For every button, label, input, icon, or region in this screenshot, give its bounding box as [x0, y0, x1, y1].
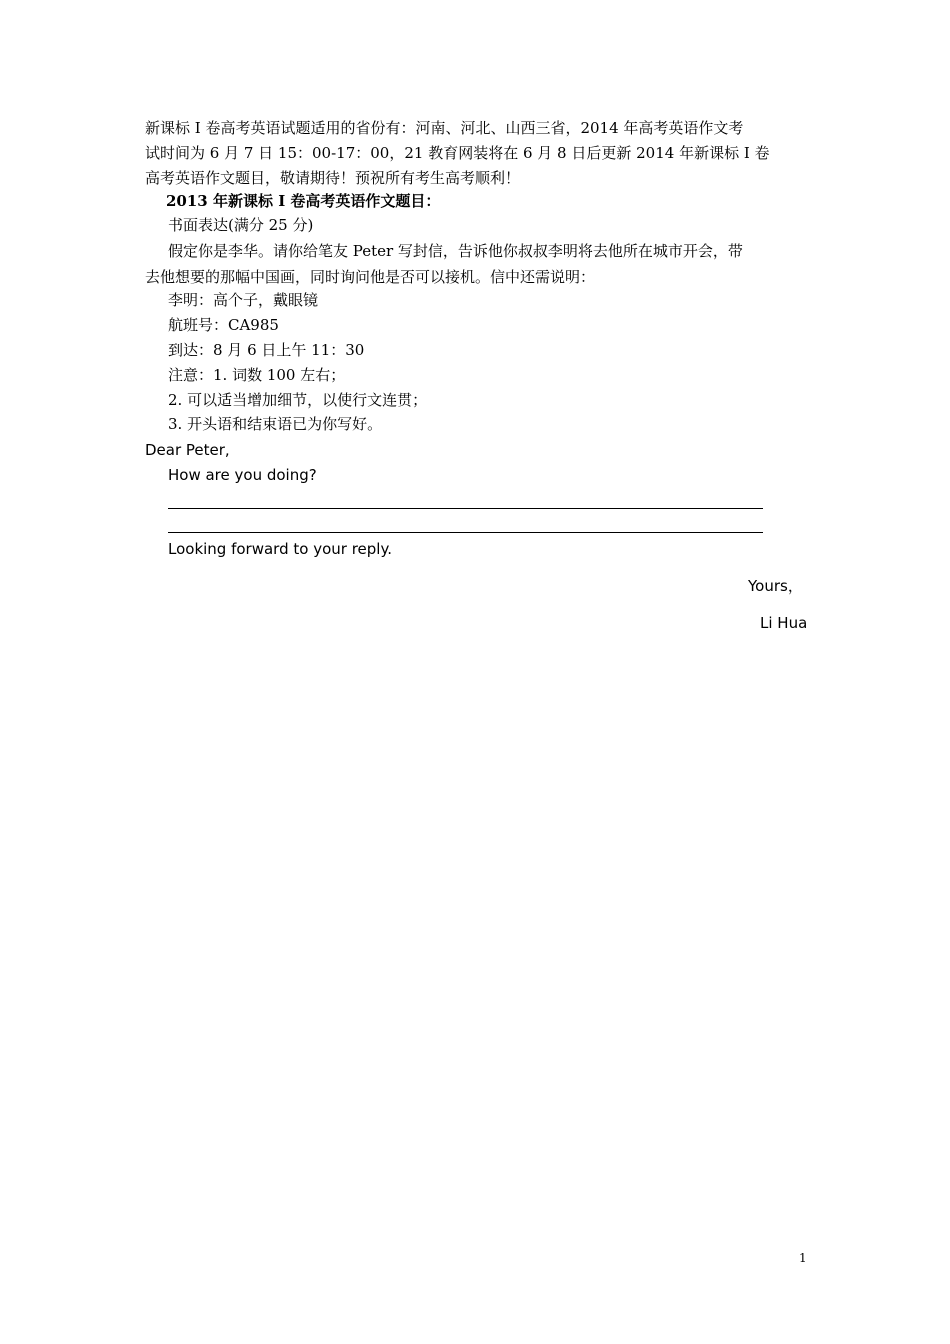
intro-line-1: 新课标 I 卷高考英语试题适用的省份有：河南、河北、山西三省，2014 年高考英语作文考: [145, 119, 744, 137]
section-title: 书面表达(满分 25 分): [168, 216, 314, 234]
letter-signature: Li Hua: [760, 614, 808, 632]
note-3: 3. 开头语和结束语已为你写好。: [168, 415, 383, 433]
exam-heading: 2013 年新课标 I 卷高考英语作文题目：: [166, 192, 441, 210]
detail-flight: 航班号：CA985: [168, 316, 279, 334]
note-2: 2. 可以适当增加细节，以使行文连贯；: [168, 391, 428, 409]
prompt-line-2: 去他想要的那幅中国画，同时询问他是否可以接机。信中还需说明：: [145, 268, 596, 286]
letter-closing: Looking forward to your reply.: [168, 540, 392, 558]
intro-line-3: 高考英语作文题目，敬请期待！预祝所有考生高考顺利！: [145, 169, 521, 187]
answer-line-1: [168, 508, 763, 509]
page-number: 1: [799, 1251, 807, 1265]
letter-opening: How are you doing?: [168, 466, 317, 484]
note-1: 注意：1. 词数 100 左右；: [168, 366, 346, 384]
letter-salutation: Dear Peter,: [145, 441, 230, 459]
detail-arrival: 到达：8 月 6 日上午 11：30: [168, 341, 365, 359]
detail-appearance: 李明：高个子，戴眼镜: [168, 291, 319, 309]
answer-line-2: [168, 532, 763, 533]
prompt-line-1: 假定你是李华。请你给笔友 Peter 写封信，告诉他你叔叔李明将去他所在城市开会，带: [168, 242, 743, 260]
intro-line-2: 试时间为 6 月 7 日 15：00-17：00，21 教育网装将在 6 月 8 日后更新 2014 年新课标 I 卷: [145, 144, 770, 162]
letter-signoff: Yours，: [748, 577, 803, 595]
